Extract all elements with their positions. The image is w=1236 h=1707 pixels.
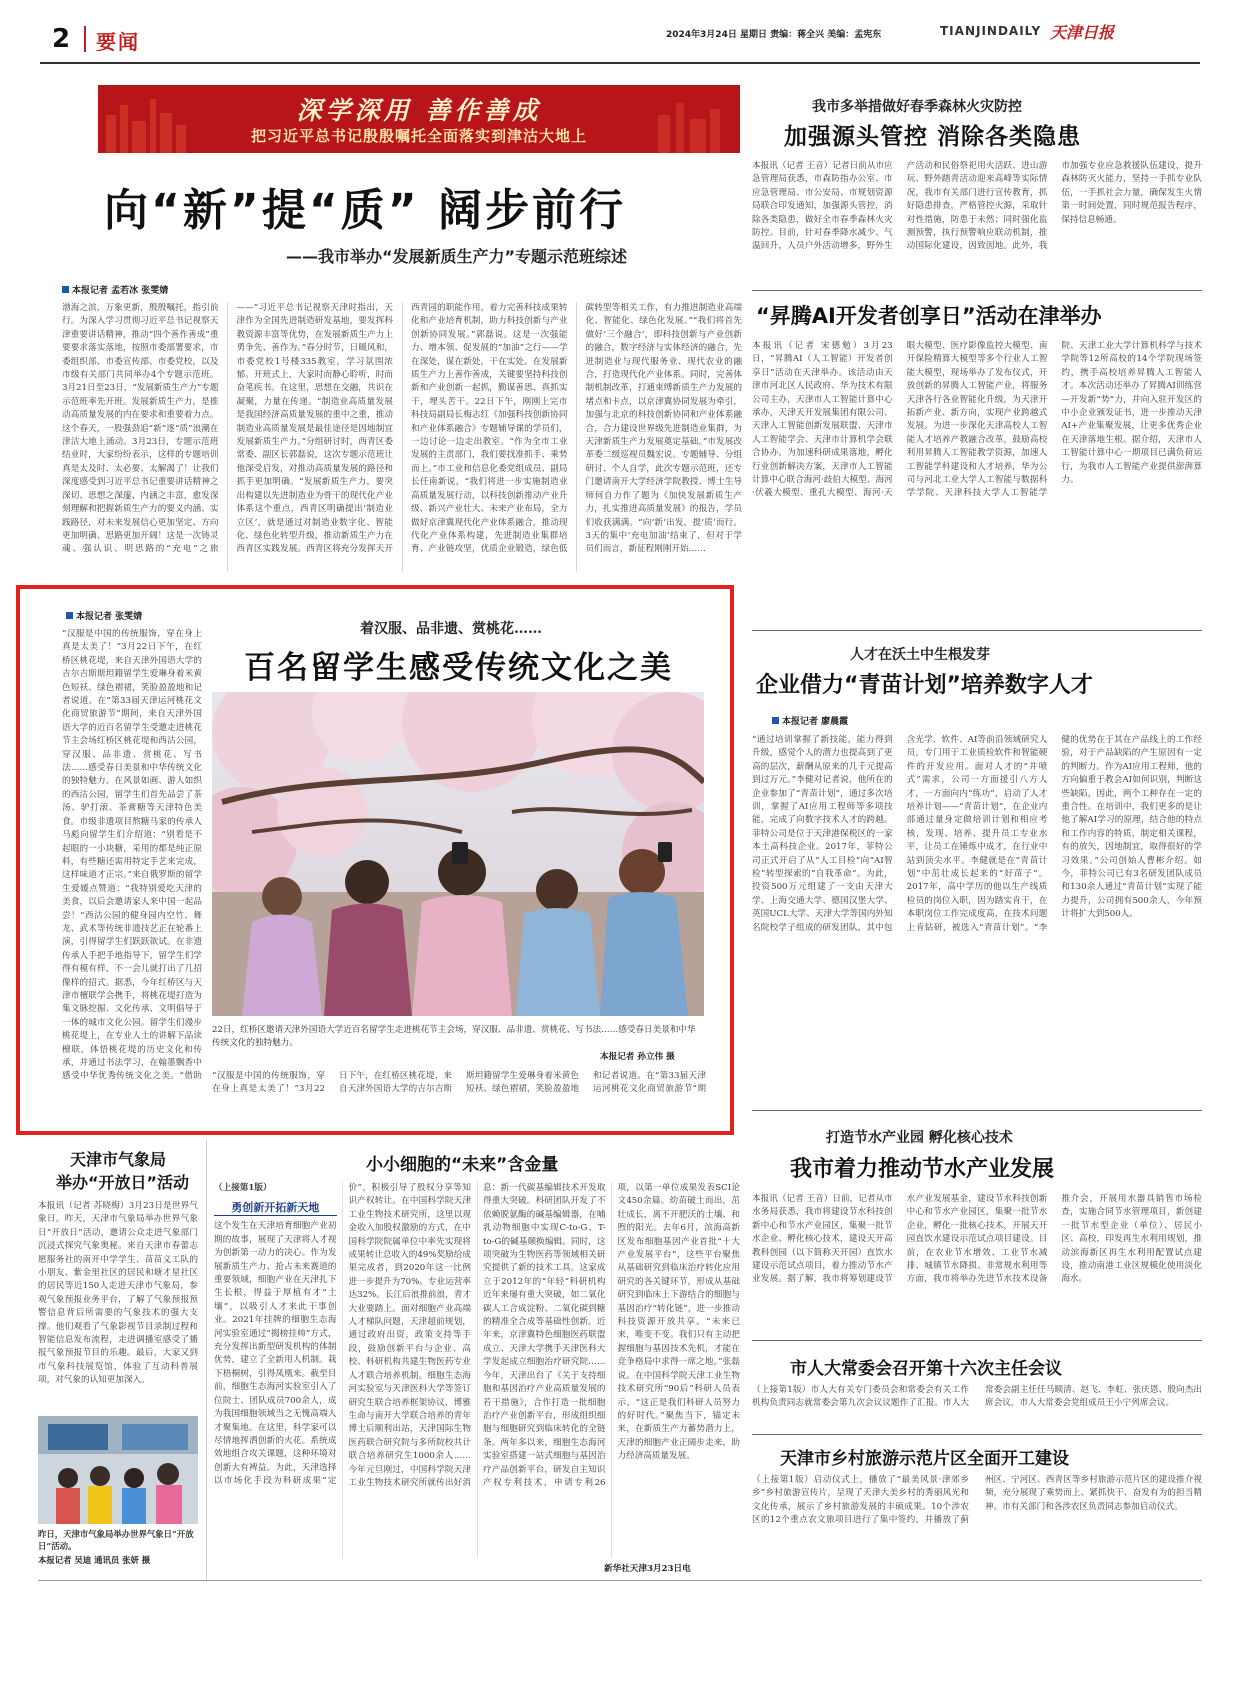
theme-banner [98,85,740,153]
cell-headline: 小小细胞的“未来”含金量 [366,1155,559,1175]
water-kicker: 打造节水产业园 孵化核心技术 [826,1130,1013,1146]
weather-photo-credit: 本报记者 吴迪 通讯员 张妍 摄 [38,1555,151,1565]
talent-byline-text: 本报记者 廖晨霞 [782,717,849,727]
npc-headline: 市人大常委会召开第十六次主任会议 [790,1359,1062,1379]
byline-marker [772,717,779,724]
section-divider [752,1110,1202,1111]
paper-name-latin: TIANJINDAILY [940,24,1042,38]
tourism-headline: 天津市乡村旅游示范片区全面开工建设 [780,1449,1069,1469]
lead-columns [62,302,742,572]
lead-body: 渤海之滨，万象更新，殷殷嘱托，指引前行。为深入学习贯彻习近平总书记视察天津重要讲话精神，推动“四个善作善成”重要要求落实落地，按照市委部署要求，市委组织部、市委宣传部、市委党校，以及市级有关部门共同举办4个专题示范班。3月21日至23日，“发展新质生产力”专题示范班率先开班。发展新质生产力，是推动高质量发展的内在要求和重要着力点。这个春天，一股强劲追“新”逐“质”浪潮在津沽大地上涌动。3月23日，专题示范班结业时，大家纷纷表示，这样的专题培训真是太及时、太必要、太解渴了！让我们深度感受到习近平总书记重要讲话精神之深切、思想之深邃、内涵之丰富，愈发深刻理解和把握新质生产力的要义内涵、实践路径，对未来发展信心更加坚定、方向更加明确、思路更加开阔！这是一次铸灵魂、强认识、明思路的“充电”之旅——“习近平总书记视察天津时指出，天津作为全国先进制造研发基地，要发挥科教资源丰富等优势，在发展新质生产力上勇争先、善作为。”春分时节，日暖风和，市委党校1号楼335教室，学习氛围浓郁。开班式上，大家时而静心聆听，时而奋笔疾书。在这里，思想在交融，共识在凝聚，力量在传递。“制造业高质量发展是我国经济高质量发展的重中之重，推动制造业高质量发展是最佳途径是因地制宜发展新质生产力。”分组研讨时，西青区委常委、副区长郭磊说，这次专题示范班让他深受启发，对推动高质量发展的路径和抓手更加明确。“发展新质生产力，要突出构建以先进制造业为骨干的现代化产业体系这个重点，西青区明确提出‘制造业立区’，就是通过对制造业数字化、智能化、绿色化转型升级，推动新质生产力在西青区实践发展。西青区将充分发挥天开西青园的职能作用，着力完善科技成果转化和产业培育机制，助力科技创新与产业创新协同发展。”郭磊说。这是一次强能力、增本领、促发展的“加油”之行——学在深处，谋在新处，干在实处。在发展新质生产力上善作善成，关键要坚持科技创新和产业创新一起抓，勤谋善思、真抓实干，埋头苦干。22日下午，刚刚上完市科技局副局长梅志红《加强科技创新协同和产业体系融合》专题辅导课的学员们，一边讨论一边走出教室。“作为全市工业发展的主责部门，我们要找准抓手、乘势而上。”市工业和信息化委党组成员、副局长任南新说，“我们将进一步实施制造业高质量发展行动，以科技创新推动产业升级、新兴产业壮大、未来产业布局，全力做好京津冀现代化产业体系融合，推动现代化产业体系构建，先进制造业集群培育、产业链攻坚，优质企业锻造，绿色低碳转型等相关工作，有力推进制造业高端化、智能化、绿色化发展。”“我们将首先做好‘三个融合’，即科技创新与产业创新的融合，数字经济与实体经济的融合，先进制造业与现代服务业、现代农业的融合，打造现代化产业体系。同时，完善体制机制改革，打通束缚新质生产力发展的堵点和卡点，以京津冀协同发展为牵引，加强与北京的科技创新协同和产业体系融合，合力建设世界级先进制造业集群，为天津新质生产力发展奠定基础。”市发展改革委二级巡视员魏宏说。专题辅导、分组研讨、个人自学，此次专题示范班，还专门邀请南开大学经济学院教授、博士生导师何自力作了题为《加快发展新质生产力，扎实推进高质量发展》的报告，学员们收获满满。“向‘新’出发，提‘质’而行。3天的集中‘充电加油’结束了，但对于学员们而言，新征程刚刚开始…… [62,303,742,555]
water-headline: 我市着力推动节水产业发展 [790,1157,1055,1182]
forest-headline: 加强源头管控 消除各类隐患 [784,124,1082,150]
banner-line1: 深学深用 善作善成 [296,96,542,125]
weather-photo [38,1416,198,1524]
weather-headline-line1: 天津市气象局 [70,1150,167,1169]
forest-body: 本报讯（记者 王音）记者日前从市应急管理局获悉，市森防指办公室、市应急管理局、市公安局、市规划资源局联合印发通知，加强源头管控，消除各类隐患，做好全市春季森林火灾防控。目前，针对春季降水减少、气温回升，人员户外活动增多，野外生产活动和民俗祭祀用火活跃、进山游玩、野外踏青活动迎来高峰等实际情况，我市有关部门进行宣传教育，抓好隐患排查，严格管控火源，采取针对性措施，防患于未然；同时强化监测预警，执行预警响应联动机制，推动国际化建设，因致因地。此外，我市加强专业应急救援队伍建设，提升森林防灭火能力，坚持一手抓专业队伍，一手抓社会力量，确保发生火情第一时间处置，同时规范报告程序，保持信息畅通。 [752,161,1202,252]
weather-headline-line2: 举办“开放日”活动 [56,1173,190,1192]
ai-columns [752,340,1202,622]
story-kicker: 着汉服、品非遗、赏桃花…… [360,621,542,637]
column-divider [206,1140,207,1580]
section-divider [752,1434,1202,1435]
story-bottom-columns [212,1070,706,1110]
lead-byline-text: 本报记者 孟若冰 张雯婧 [72,286,169,296]
story-left-column [62,628,202,1083]
story-byline-text: 本报记者 张雯婧 [76,612,143,622]
section-divider [752,1340,1202,1341]
talent-byline [772,714,848,727]
cherry-blossom-photo [212,692,704,1016]
bottom-rule [38,1580,1202,1581]
ai-body: 本报讯（记者 宋德勉）3月23日，“昇腾AI（人工智能）开发者创享日”活动在天津举办。该活动由天津市河北区人民政府、华为技术有限公司主办，天津市人工智能计算中心承办，天津天开发展集团有限公司、天津人工智能创新发展联盟、天津市人工智能学会、天津市计算机学会联合协办。为加速科研成果落地，孵化行业创新解决方案，天津市人工智能计算中心联合海河·歧伯大模型、海河·伏羲大模型、重孔大模型、海河·天眼大模型、医疗影像监控大模型、南开保险精算大模型等多个行业人工智能大模型，现场举办了发布仪式，开放创新的昇腾人工智能产业，将服务天津各行各业智能化升级，为天津开拓新产业、新方向，实现产业跨越式发展。为进一步深化天津高校人工智能人才培养产教融合改革，鼓励高校利用昇腾人工智能教学资源，加速人工智能学科建设和人才培养，华为公司与河北工业大学人工智能与数据科学学院、天津科技大学人工智能学院、天津工业大学计算机科学与技术学院等12所高校的14个学院现场签约，携手高校培养昇腾人工智能人才。本次活动还举办了昇腾AI训练营—开发新“势”力，并向入驻开发区的中小企业颁发证书，进一步推动天津AI+产业集聚发展，让更多优秀企业在天津落地生根。据介绍，天津市人工智能计算中心一期项目已满负荷运行，为我市人工智能产业提供澎湃算力。 [752,341,1202,499]
lead-subtitle: ——我市举办“发展新质生产力”专题示范班综述 [286,247,628,266]
byline-marker [62,286,69,293]
forest-columns [752,160,1202,282]
ai-headline: “昇腾AI开发者创享日”活动在津举办 [756,304,1102,328]
talent-kicker: 人才在沃土中生根发芽 [850,647,990,663]
weather-photo-caption: 昨日，天津市气象局举办世界气象日“开放日”活动。 [38,1529,194,1551]
story-body-continued-text: “汉服是中国的传统服饰，穿在身上真是太美了！”3月22日下午，在红桥区桃花堤，来自天津外国语大学的吉尔吉斯斯坦籍留学生爱琳身着米黄色短袄、绿色褶裙，笑脸盈盈地和记者说道。在“第33届天津运河桃花文化商贸旅游节”期 [212,1071,706,1095]
story-body: “汉服是中国的传统服饰，穿在身上真是太美了！”3月22日下午，在红桥区桃花堤，来自天津外国语大学的吉尔吉斯斯坦籍留学生爱琳身着米黄色短袄、绿色褶裙，笑脸盈盈地和记者说道。在“第33届天津运河桃花文化商贸旅游节”期间，来自天津外国语大学的近百名留学生受邀走进桃花节主会场红桥区桃花堤和西沽公园，穿汉服、品非遗、赏桃花、写书法……感受春日美景和中华传统文化的独特魅力。在风景如画、游人如织的西沽公园，留学生们首先品尝了茶汤、驴打滚、茶膏糖等天津特色美食。市级非遗项目熬糖马家的传承人马彪向留学生们介绍道：“别看是不起眼的一小块糖，采用的都是纯正原料，有些糖还需用特定手艺来完成，这样味道才正宗。”来自俄罗斯的留学生爱媛点赞道：“我特别爱吃天津的美食，以后会邀请家人来中国一起品尝！”西沽公园的健身园内空竹、舞龙、武术等传统非遗技艺正在轮番上演，引得留学生们跃跃欲试。在非遗传承人手把手地指导下，留学生们学得有模有样，不一会儿就打出了几招像样的招式。据悉，今年红桥区与天津市檀联学会携手，将桃花堤打造为集文脉挖掘、文化传承、文明倡导于一体的城市文化公园。留学生们漫步桃花堤上，在专业人士的讲解下品读檀联，体悟桃花堤的历史文化和传承，并通过书法学习，在翰墨飘香中感受中华优秀传统文化之美。“借助 [62,629,202,1082]
section-divider [752,630,1202,631]
page-number: 2 [52,24,71,54]
talent-columns [752,734,1202,1104]
date-info: 2024年3月24日 星期日 责编：蒋全兴 美编：孟宪东 [666,30,882,40]
talent-body: “通过培训掌握了新技能，能力得到升级，感觉个人的潜力也提高到了更高的层次，薪酬从原来的几千元提高到过万元。”李健对记者说，他所在的企业参加了“青苗计划”，通过多次培训，掌握了AI应用工程师等多项技能，完成了向数字技术人才的跨越。菲特公司是位于天津港保税区的一家本土高科技企业。2017年，菲特公司正式开启了从“人工目检”向“AI智检”转型探索的“自我革命”。为此，投资500万元组建了一支由天津大学、上海交通大学、德国汉堡大学、英国UCL大学、天津大学等国内外知名院校学子组成的研发团队，其中包含光学、软件、AI等前沿领域研究人员，专门用于工业质检软件和智能硬件的开发应用。面对人才的“井喷式”需求，公司一方面援引八方人才，一方面向内“练功”，启动了人才培养计划——“青苗计划”，在企业内部通过量身定做培训计划和相应考核，发现、培养、提升员工专业水平，让员工在锤炼中成才，在行业中站到顶尖水平。李健就是在“青苗计划”中茁壮成长起来的“好苗子”。2017年，高中学历的他以生产线质检员的岗位入职，因为踏实肯干，在本职岗位工作完成度高，在技术问题上肯钻研，被选入“青苗计划”。“李健的优势在于其在产品线上的工作经验，对于产品缺陷的产生原因有一定的判断力。作为AI应用工程师，他的方向偏重于教会AI如何识别，判断这些缺陷，因此，两个工种存在一定的重合性。在培训中，我们更多的是让他了解AI学习的原理，结合他的特点和工作内容的特质，制定相关课程，有的放矢，因地制宜，取得很好的学习效果。”公司创始人曹彬介绍。如今，菲特公司已有3名研发团队成员和130余人通过“青苗计划”实现了能力提升，公司拥有500余人，今年预计将扩大到500人。 [752,735,1202,933]
story-body-continued [212,1070,706,1110]
masthead [40,18,1200,62]
photo-credit: 本报记者 孙立伟 摄 [600,1052,675,1062]
byline-marker [66,612,73,619]
cell-credit: 新华社天津3月23日电 [604,1564,691,1574]
talent-headline: 企业借力“青苗计划”培养数字人才 [756,673,1093,698]
section-divider [752,290,1202,291]
cell-body: 这个发生在天津培育细胞产业初期的故事，展现了天津将人才视为创新第一动力的决心。作为发展新质生产力、抢占未来赛道的重要领域，细胞产业在天津扎下生长根，得益于厚植有才“土壤”，以吸引人才来此干事创业。2021年挂牌的细胞生态海河实验室通过“揭榜挂帅”方式，充分发挥出新型研发机构的体制优势，建立了全新用人机制。栽下梧桐树，引得凤凰来。截至目前，细胞生态海河实验室引入了位院士、团队成员700余人，成为我国细胞领域当之无愧高端人才聚集地。在这里，科学家可以尽情地挥洒创新的火花。系统成效地组合攻关课题，这种环境对创新大有裨益。为此，天津选择以市场化手段为科研成果“定价”，积极引导了股权分享等知识产权转让。在中国科学院天津工业生物技术研究所，这里以现金收入加股权激励的方式，在中国科学院院属单位中率先实现将成果转让总收入的49%奖励给成果完成者，到2020年这一比例进一步提升为70%。专业运营率达32%。长江后浪推前浪，青才大业要踏上。面对细胞产业高端人才梯队问题，天津超前规划，通过政府出资，政策支持等手段，鼓励创新平台与企业、高校、科研机构共建生物医药专业人才联合培养机制。细胞生态海河实验室与天津医科大学等签订研究生联合培养框架协议，博雅生命与南开大学联合培养的青年博士后顺利出站，天津国际生物医药联合研究院与多所院校共计联合培养研究生1000余人……今年元旦刚过，中国科学院天津工业生物技术研究所就传出好消息：新一代碳基编辑技术开发取得重大突破。科研团队开发了不依赖脱氨酶的碱基编辑器，在哺乳动物细胞中实现C-to-G、T-to-G的碱基颠换编辑。同时，这项突破为生物医药等领域相关研究提供了新的技术工具。这家成立于2012年的“年轻”科研机构近年来屡有重大突破，如二氧化碳人工合成淀粉、二氧化碳到糖的精准全合成等基础性创新。近年来，京津冀特色细胞医药联盟成立、天津大学携手天津医科大学发起成立细胞治疗研究院……今年，天津出台了《关于支持细胞和基因治疗产业高质量发展的若干措施》，合作打造一批细胞治疗产业创新平台，形成组织细胞与细胞研究到临床转化的全链条。两年多以来，细胞生态海河实验室搭建一站式细胞与基因治疗产品创新平台，研发自主知识产权专利技术，申请专利26项，以第一单位成果发表SCI论文450余篇。幼苗破土而出，茁壮成长，离不开肥沃的土壤、和煦的阳光。去年6月，滨海高新区发布细胞基因产业首批“十大产业发展平台”，这些平台聚焦从基础研究到临床治疗转化应用研究的各关键环节，形成从基础研究到临床上下游结合的细胞与基因治疗“转化链”，进一步推动科技资源开放共享。“未来已来，唯变不变。我们只有主动把握细胞与基因技术先机，才能在竞争格局中求得一席之地。”张磊说。在中国科学院天津工业生物技术研究所“90后”科研人员表示，“这正是我们科研人员努力的好时代。”聚焦当下，锚定未来，在新质生产力蓄势潜力上，天津的细胞产业正阔步走来，助力经济高质量发展。 [214,1183,740,1488]
section-name: 要闻 [96,30,140,54]
cell-continued-mark: （上接第1版） [214,1183,272,1193]
section-divider [84,26,86,52]
weather-body: 本报讯（记者 苏晓梅）3月23日是世界气象日。昨天，天津市气象局举办世界气象日“开放日”活动，邀请公众走进气象部门沉浸式探究气象奥秘。来自天津市春蕾志愿服务社的南开中学学生、苗苗义工队的小朋友、紫金里社区的居民和塘才星社区的居民等近150人走进天津市气象局，参观气象预报业务平台，了解了气象预报预警信息背后所需要的气象技术的强大支撑。他们观看了气象影视节目录制过程和智能信息发布流程，走进调播室感受了播报气象预报节目的乐趣。最后，大家又到市气象科技展览馆，体验了互动科普展项，对气象的认知更加深入。 [38,1201,198,1386]
npc-body: （上接第1版）市人大有关专门委员会和常委会有关工作机构负责同志就常委会第九次会议议题作了汇报。市人大常委会副主任任马顺清、赵飞、李虹、张庆恩、殷向杰出席会议，市人大常委会党组成员王小宁列席会议。 [752,1385,1202,1409]
photo-illustration [212,692,704,1016]
banner-line2: 把习近平总书记殷殷嘱托全面落实到津沽大地上 [250,127,587,145]
lead-byline [62,283,168,296]
masthead-rule [40,62,1200,64]
lead-headline: 向“新”提“质” 阔步前行 [104,185,626,236]
tourism-columns [752,1474,1202,1564]
forest-kicker: 我市多举措做好春季森林火灾防控 [812,99,1022,115]
photo-caption-text: 22日，红桥区邀请天津外国语大学近百名留学生走进桃花节主会场，穿汉服、品非遗、赏桃花、写书法……感受春日美景和中华传统文化的独特魅力。 [212,1025,696,1048]
cell-columns [214,1182,740,1558]
weather-photo-illustration [38,1416,198,1524]
water-body: 本报讯（记者 王音）日前，记者从市水务局获悉，我市将建设节水科技创新中心和节水产业园区，集聚一批节水企业、孵化核心技术，建设天开高教科创园（以下简称天开园）直饮水建设示范试点项目，着力推动节水产业发展。据了解，我市将筹划建设节水产业发展基金，建设节水科技创新中心和节水产业园区，集聚一批节水企业，孵化一批核心技术，开展天开园直饮水建设示范试点项目建设。目前，在农业节水增效、工业节水减排、城镇节水降损、非常规水利用等方面，我市将举办先进节水技术设备推介会，开展用水器具销售市场检查，实施合同节水管理项目，新创建一批节水型企业（单位）、居民小区、高校，印发再生水利用规划，推动滨海新区再生水利用配置试点建设，推动南港工业区规模化使用淡化海水。 [752,1194,1202,1285]
npc-columns [752,1384,1202,1430]
cell-subhead: 勇创新开拓新天地 [214,1199,337,1216]
story-byline [66,609,142,622]
tourism-body: （上接第1版）启动仪式上，播放了“最美风景·津郊乡乡”乡村旅游宣传片，呈现了天津大美乡村的秀丽风光和文化传承，展示了乡村旅游发展的丰硕成果。10个涉农区的12个重点农文旅项目进行了集中签约，并播放了蓟州区、宁河区、西青区等乡村旅游示范片区的建设推介视频，充分展现了乘势而上、紧抓快干、奋发有为的担当精神。市有关部门和各涉农区负责同志参加启动仪式。 [752,1475,1202,1526]
story-headline: 百名留学生感受传统文化之美 [244,650,673,686]
paper-logo: 天津日报 [1050,23,1115,42]
weather-column [38,1200,198,1410]
water-columns [752,1193,1202,1329]
